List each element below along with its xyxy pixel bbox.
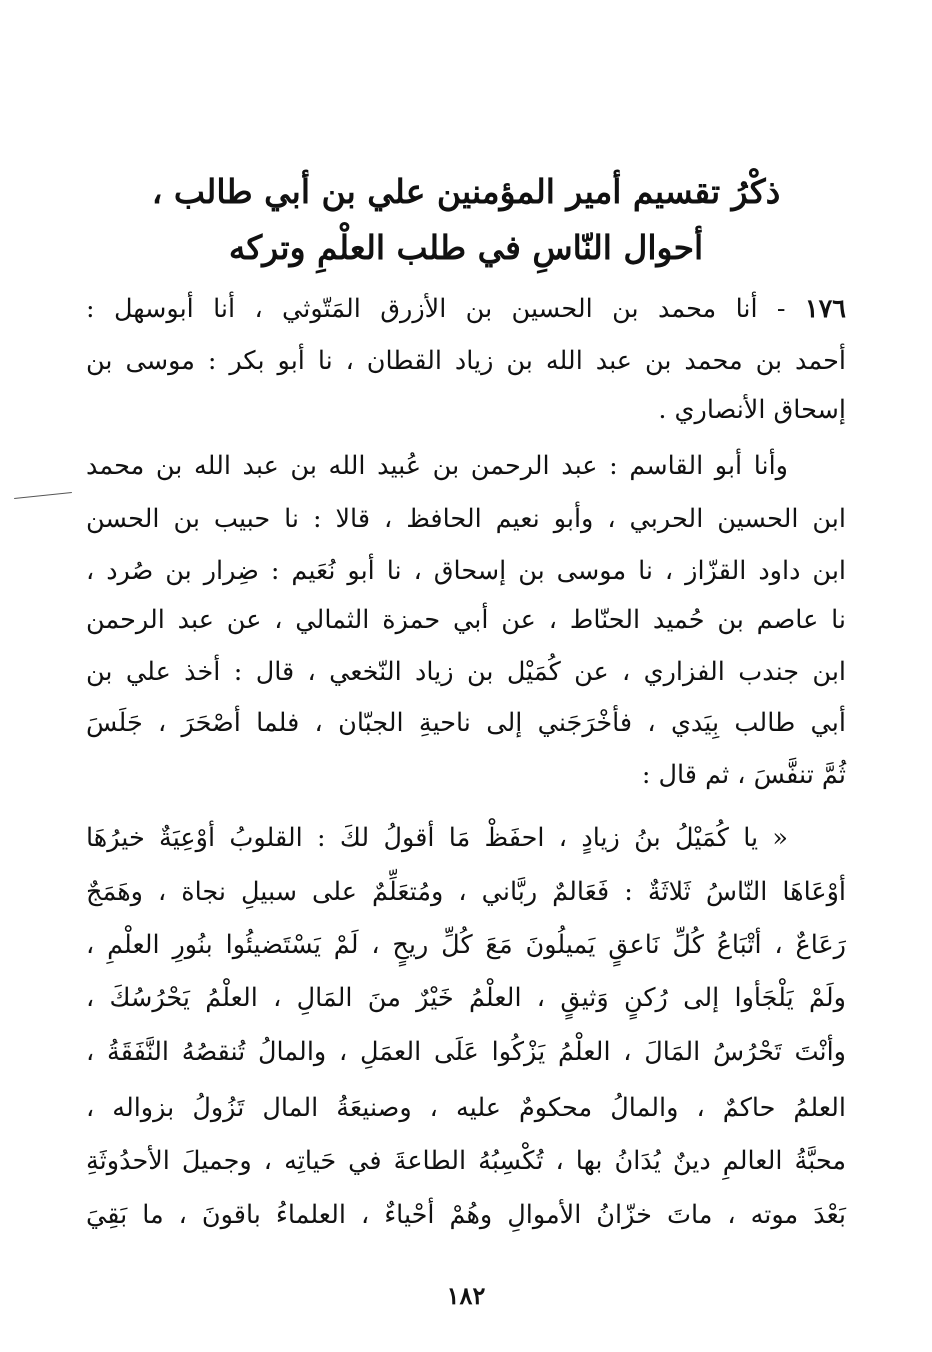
hadith-176-line-1-text: - أنا محمد بن الحسين بن الأزرق المَتّوثي ، أنا أبوسهل : xyxy=(86,294,786,324)
hadith-176-line-3: إسحاق الأنصاري . xyxy=(658,395,846,425)
paragraph-3-line-2: أوْعَاهَا النّاسُ ثَلاثَةٌ : فَعَالمٌ ربَّاني ، ومُتعَلِّمٌ على سبيلِ نجاة ، وهَمَجٌ xyxy=(86,877,846,907)
hadith-176-line-2: أحمد بن محمد بن عبد الله بن زياد القطان ، نا أبو بكر : موسى بن xyxy=(86,346,846,376)
hadith-176-line-1 xyxy=(86,294,846,324)
paragraph-2-line-4: نا عاصم بن حُميد الحنّاط ، عن أبي حمزة الثمالي ، عن عبد الرحمن xyxy=(86,605,846,635)
page-number: ١٨٢ xyxy=(446,1281,486,1310)
paragraph-3-line-8: بَعْدَ موته ، ماتَ خزّانُ الأموالِ وهُمْ أحْياءٌ ، العلماءُ باقونَ ، ما بَقِيَ xyxy=(86,1200,846,1230)
paragraph-3-line-1: « يا كُمَيْلُ بنُ زيادٍ ، احفَظْ مَا أقولُ لكَ : القلوبُ أوْعِيَةٌ خيرُهَا xyxy=(86,823,788,853)
paragraph-3-line-5: وأنْتَ تَحْرُسُ المَالَ ، العلْمُ يَزْكُوا عَلَى العمَلِ ، والمالُ تُنقصُهُ النَّفَقَةُ ، xyxy=(86,1037,846,1067)
paragraph-3-line-4: ولَمْ يَلْجَأوا إلى رُكنٍ وَثيقٍ ، العلْمُ خَيْرٌ منَ المَالِ ، العلْمُ يَحْرُسُكَ ، xyxy=(86,983,846,1013)
paragraph-2-line-1: وأنا أبو القاسم : عبد الرحمن بن عُبيد الله بن عبد الله بن محمد xyxy=(86,451,788,481)
paragraph-3-line-7: محبَّةُ العالمِ دينٌ يُدَانُ بها ، تُكْسِبُهُ الطاعةَ في حَياتِه ، وجميلَ الأحدُوثَةِ xyxy=(86,1146,846,1176)
paragraph-3-line-3: رَعَاعٌ ، أتْبَاعُ كُلِّ نَاعقٍ يَميلُونَ مَعَ كُلِّ ريحٍ ، لَمْ يَسْتَضيئُوا بنُورِ العلْمِ ، xyxy=(86,930,846,960)
paragraph-2-line-2: ابن الحسين الحربي ، وأبو نعيم الحافظ ، قالا : نا حبيب بن الحسن xyxy=(86,504,846,534)
paragraph-2-line-6: أبي طالب بِيَدي ، فأخْرَجَني إلى ناحيةِ الجبّان ، فلما أصْحَرَ ، جَلَسَ xyxy=(86,708,846,738)
chapter-title-line-2: أحوال النّاسِ في طلب العلْمِ وتركه xyxy=(228,228,704,267)
hadith-number: ١٧٦ xyxy=(804,294,846,324)
chapter-title-line-1: ذكْرُ تقسيم أمير المؤمنين علي بن أبي طالب ، xyxy=(151,172,781,211)
paragraph-2-line-3: ابن داود القزّاز ، نا موسى بن إسحاق ، نا أبو نُعَيم : ضِرار بن صُرد ، xyxy=(86,556,846,586)
paragraph-3-line-6: العلمُ حاكمٌ ، والمالُ محكومٌ عليه ، وصنيعَةُ المال تَزُولُ بزواله ، xyxy=(86,1093,846,1123)
scan-margin-mark xyxy=(14,492,72,499)
paragraph-2-line-5: ابن جندب الفزاري ، عن كُمَيْل بن زياد النّخعي ، قال : أخذ علي بن xyxy=(86,657,846,687)
paragraph-2-line-7: ثُمَّ تنفَّسَ ، ثم قال : xyxy=(641,760,846,790)
